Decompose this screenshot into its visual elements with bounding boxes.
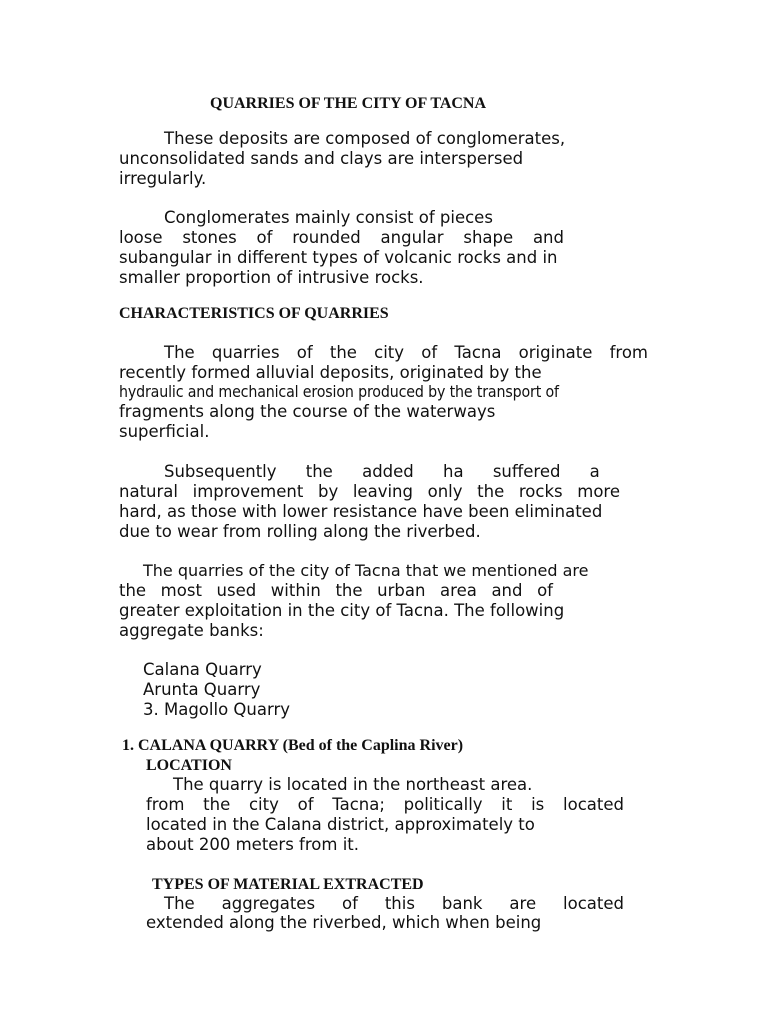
list-item: Arunta Quarry (143, 680, 261, 699)
paragraph-line: These deposits are composed of conglomerates, (164, 129, 566, 148)
paragraph-line: located in the Calana district, approximately to (146, 815, 535, 834)
paragraph-line: from the city of Tacna; politically it is located (146, 795, 624, 814)
paragraph-line: hard, as those with lower resistance have been eliminated (119, 502, 603, 521)
subsection-heading: TYPES OF MATERIAL EXTRACTED (152, 876, 424, 893)
list-item: 3. Magollo Quarry (143, 700, 291, 719)
section-heading: 1. CALANA QUARRY (Bed of the Caplina River) (122, 737, 464, 754)
paragraph-line: greater exploitation in the city of Tacna. The following (119, 601, 565, 620)
paragraph-line: due to wear from rolling along the riverbed. (119, 522, 481, 541)
paragraph-line: The quarries of the city of Tacna originate from (164, 343, 648, 362)
paragraph-line: recently formed alluvial deposits, originated by the (119, 363, 542, 382)
paragraph-line: irregularly. (119, 169, 207, 188)
paragraph-line: extended along the riverbed, which when being (146, 913, 542, 932)
paragraph-line: unconsolidated sands and clays are interspersed (119, 149, 524, 168)
paragraph-line: natural improvement by leaving only the rocks more (119, 482, 620, 501)
paragraph-line: The aggregates of this bank are located (164, 894, 624, 913)
paragraph-line: The quarries of the city of Tacna that we mentioned are (143, 561, 589, 580)
subsection-heading: LOCATION (146, 757, 232, 774)
paragraph-line: subangular in different types of volcanic rocks and in (119, 248, 558, 267)
paragraph-line: Conglomerates mainly consist of pieces (164, 208, 493, 227)
list-item: Calana Quarry (143, 660, 262, 679)
paragraph-line: about 200 meters from it. (146, 835, 360, 854)
page-title: QUARRIES OF THE CITY OF TACNA (210, 95, 487, 112)
paragraph-line: Subsequently the added ha suffered a (164, 462, 600, 481)
paragraph-line: aggregate banks: (119, 621, 264, 640)
paragraph-line: smaller proportion of intrusive rocks. (119, 268, 424, 287)
paragraph-line: The quarry is located in the northeast area. (173, 775, 533, 794)
paragraph-line: fragments along the course of the waterways (119, 402, 496, 421)
paragraph-line: the most used within the urban area and of (119, 581, 553, 600)
paragraph-line: loose stones of rounded angular shape and (119, 228, 564, 247)
section-heading: CHARACTERISTICS OF QUARRIES (119, 305, 389, 322)
paragraph-line: hydraulic and mechanical erosion produced by the transport of (119, 382, 559, 401)
paragraph-line: superficial. (119, 422, 210, 441)
